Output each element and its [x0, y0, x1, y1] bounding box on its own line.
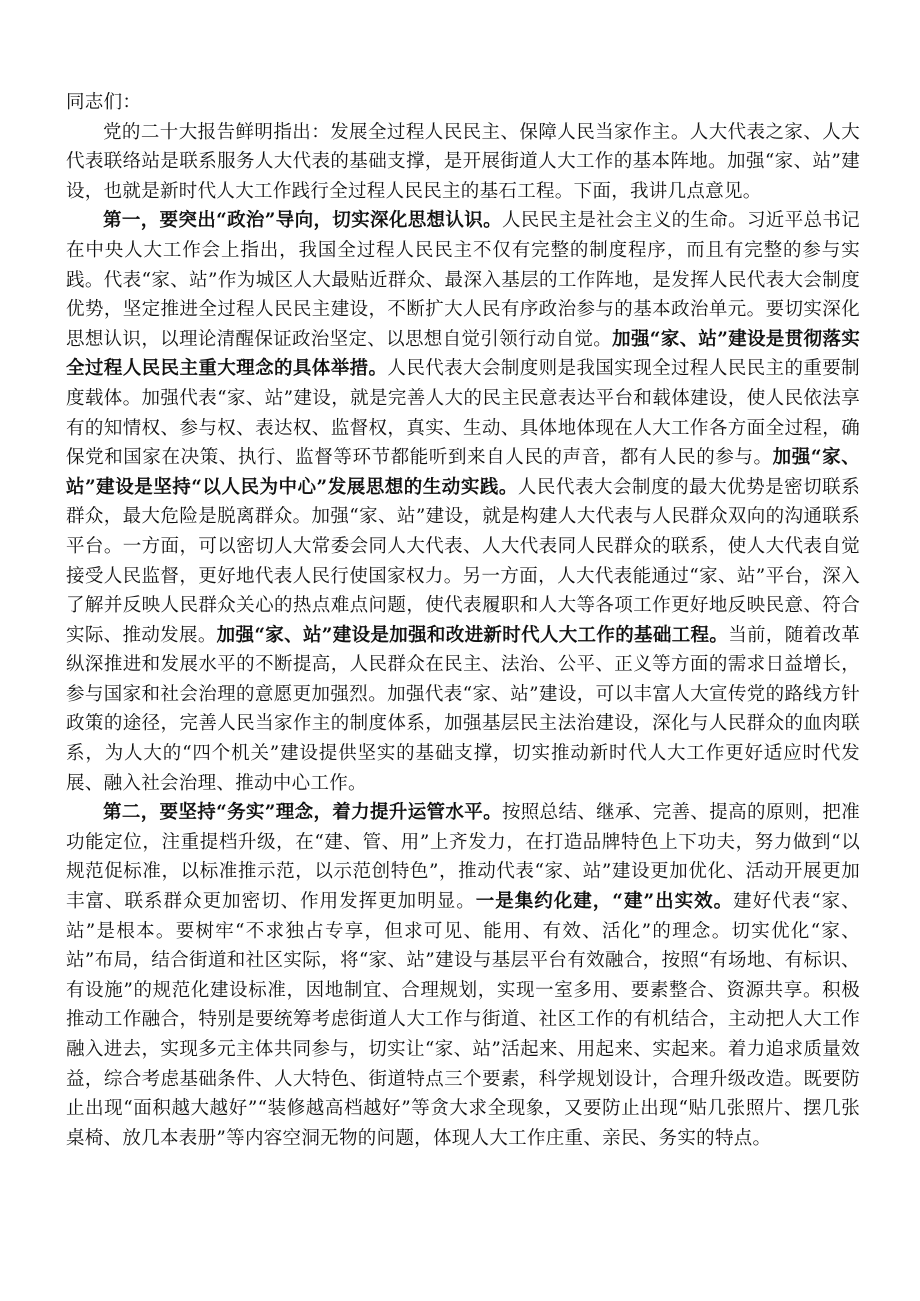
section-2-heading: 第二，要坚持“务实”理念，着力提升运管水平。 — [103, 802, 502, 824]
section-2-text-1: 按照总结、继承、完善、提高的原则，把准功能定位，注重提档升级，在“建、管、用”上齐发力，在打造品牌特色上下功夫，努力做到“以规范促标准，以标准推示范，以示范创特色”，推动代表“家、站”建设更加优化、活动开展更加丰富、联系群众更加密切、作用发挥更加明显。 — [66, 802, 860, 913]
salutation: 同志们： — [66, 92, 142, 113]
section-1-bold-1: 加强“家、站”建设是贯彻落实全过程人民民主重大理念的具体举措。 — [66, 328, 860, 380]
section-1-text-3: 人民代表大会制度的最大优势是密切联系群众，最大危险是脱离群众。加强“家、站”建设，就是构建人大代表与人民群众双向的沟通联系平台。一方面，可以密切人大常委会同人大代表、人大代表同人民群众的联系，使人大代表自觉接受人民监督，更好地代表人民行使国家权力。另一方面，人大代表能通过“家、站”平台，深入了解并反映人民群众关心的热点难点问题，使代表履职和人大等各项工作更好地反映民意、符合实际、推动发展。 — [66, 476, 860, 646]
section-2-text-2: 建好代表“家、站”是根本。要树牢“不求独占专享，但求可见、能用、有效、活化”的理念。切实优化“家、站”布局，结合街道和社区实际，将“家、站”建设与基层平台有效融合，按照“有场地、有标识、有设施”的规范化建设标准，因地制宜、合理规划，实现一室多用、要素整合、资源共享。积极推动工作融合，特别是要统筹考虑街道人大工作与街道、社区工作的有机结合，主动把人大工作融入进去，实现多元主体共同参与，切实让“家、站”活起来、用起来、实起来。着力追求质量效益，综合考虑基础条件、人大特色、街道特点三个要素，科学规划设计，合理升级改造。既要防止出现“面积越大越好”“装修越高档越好”等贪大求全现象，又要防止出现“贴几张照片、摆几张桌椅、放几本表册”等内容空洞无物的问题，体现人大工作庄重、亲民、务实的特点。 — [66, 891, 860, 1149]
section-1-bold-3: 加强“家、站”建设是加强和改进新时代人大工作的基础工程。 — [216, 624, 729, 646]
section-1-paragraph — [66, 206, 860, 798]
section-1-bold-2: 加强“家、站”建设是坚持“以人民为中心”发展思想的生动实践。 — [66, 447, 860, 498]
section-2-paragraph — [66, 798, 860, 1153]
section-2-bold-1: 一是集约化建，“建”出实效。 — [475, 891, 734, 913]
section-1-text-1: 人民民主是社会主义的生命。习近平总书记在中央人大工作会上指出，我国全过程人民民主不仅有完整的制度程序，而且有完整的参与实践。代表“家、站”作为城区人大最贴近群众、最深入基层的工作阵地，是发挥人民代表大会制度优势，坚定推进全过程人民民主建设，不断扩大人民有序政治参与的基本政治单元。要切实深化思想认识，以理论清醒保证政治坚定、以思想自觉引领行动自觉。 — [66, 210, 860, 350]
intro-paragraph: 党的二十大报告鲜明指出：发展全过程人民民主、保障人民当家作主。人大代表之家、人大代表联络站是联系服务人大代表的基础支撑，是开展街道人大工作的基本阵地。加强“家、站”建设，也就是新时代人大工作践行全过程人民民主的基石工程。下面，我讲几点意见。 — [66, 121, 860, 202]
section-1-heading: 第一，要突出“政治”导向，切实深化思想认识。 — [103, 210, 502, 232]
section-1-text-2: 人民代表大会制度则是我国实现全过程人民民主的重要制度载体。加强代表“家、站”建设，就是完善人大的民主民意表达平台和载体建设，使人民依法享有的知情权、参与权、表达权、监督权，真实、生动、具体地体现在人大工作各方面全过程，确保党和国家在决策、执行、监督等环节都能听到来自人民的声音，都有人民的参与。 — [66, 358, 860, 469]
document-body — [66, 88, 860, 1153]
section-1-text-4: 当前，随着改革纵深推进和发展水平的不断提高，人民群众在民主、法治、公平、正义等方面的需求日益增长，参与国家和社会治理的意愿更加强烈。加强代表“家、站”建设，可以丰富人大宣传党的路线方针政策的途径，完善人民当家作主的制度体系，加强基层民主法治建设，深化与人民群众的血肉联系，为人大的“四个机关”建设提供坚实的基础支撑，切实推动新时代人大工作更好适应时代发展、融入社会治理、推动中心工作。 — [66, 624, 861, 794]
